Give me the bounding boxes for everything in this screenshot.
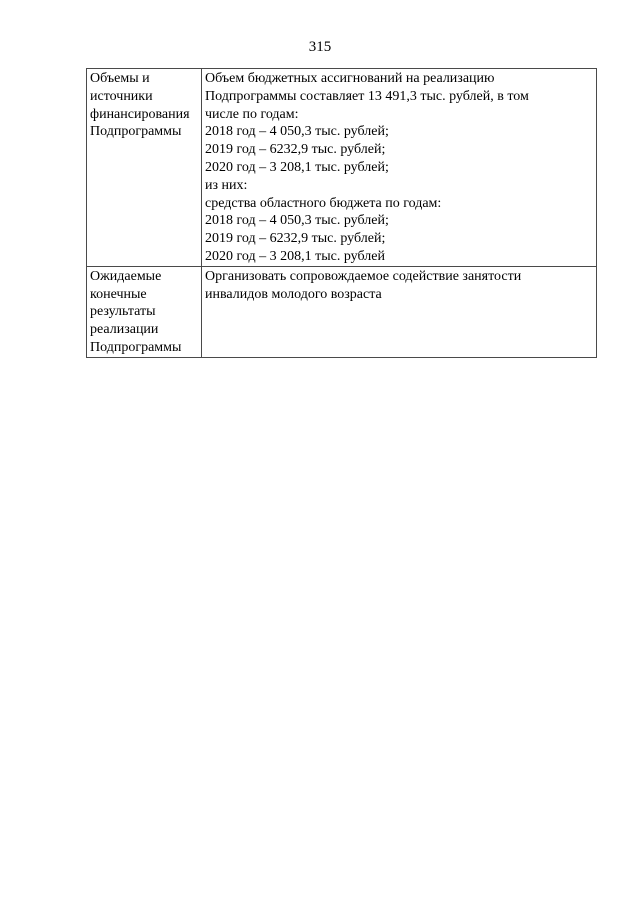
financing-text-line: Объем бюджетных ассигнований на реализацию bbox=[205, 71, 495, 86]
results-label-line: Подпрограммы bbox=[90, 339, 182, 355]
table-row-financing bbox=[87, 69, 597, 267]
financing-label-cell bbox=[87, 69, 202, 267]
financing-text-line: из них: bbox=[205, 177, 248, 193]
financing-label-line: источники bbox=[90, 88, 153, 104]
financing-label-line: Объемы и bbox=[90, 71, 150, 86]
results-label-line: конечные bbox=[90, 286, 147, 302]
financing-content-cell bbox=[202, 69, 597, 267]
results-label-cell bbox=[87, 266, 202, 357]
financing-text-line: Подпрограммы составляет 13 491,3 тыс. рублей, в том bbox=[205, 88, 529, 104]
table-row-results bbox=[87, 266, 597, 357]
regional-budget-year-2020: 2020 год – 3 208,1 тыс. рублей bbox=[205, 248, 385, 264]
passport-table bbox=[86, 68, 597, 358]
regional-budget-year-2019: 2019 год – 6232,9 тыс. рублей; bbox=[205, 231, 386, 247]
results-content-cell bbox=[202, 266, 597, 357]
financing-label-line: финансирования bbox=[90, 106, 190, 122]
financing-label-line: Подпрограммы bbox=[90, 124, 182, 140]
financing-text-line: числе по годам: bbox=[205, 106, 299, 122]
results-text-line: Организовать сопровождаемое содействие занятости bbox=[205, 268, 522, 284]
financing-year-2020: 2020 год – 3 208,1 тыс. рублей; bbox=[205, 159, 389, 175]
financing-text-line: средства областного бюджета по годам: bbox=[205, 195, 442, 211]
results-text-line: инвалидов молодого возраста bbox=[205, 286, 382, 302]
financing-year-2018: 2018 год – 4 050,3 тыс. рублей; bbox=[205, 124, 389, 140]
results-label-line: реализации bbox=[90, 322, 159, 338]
results-label-line: Ожидаемые bbox=[90, 268, 162, 284]
regional-budget-year-2018: 2018 год – 4 050,3 тыс. рублей; bbox=[205, 213, 389, 229]
page-number: 315 bbox=[308, 39, 332, 55]
financing-year-2019: 2019 год – 6232,9 тыс. рублей; bbox=[205, 142, 386, 158]
results-label-line: результаты bbox=[90, 304, 156, 320]
